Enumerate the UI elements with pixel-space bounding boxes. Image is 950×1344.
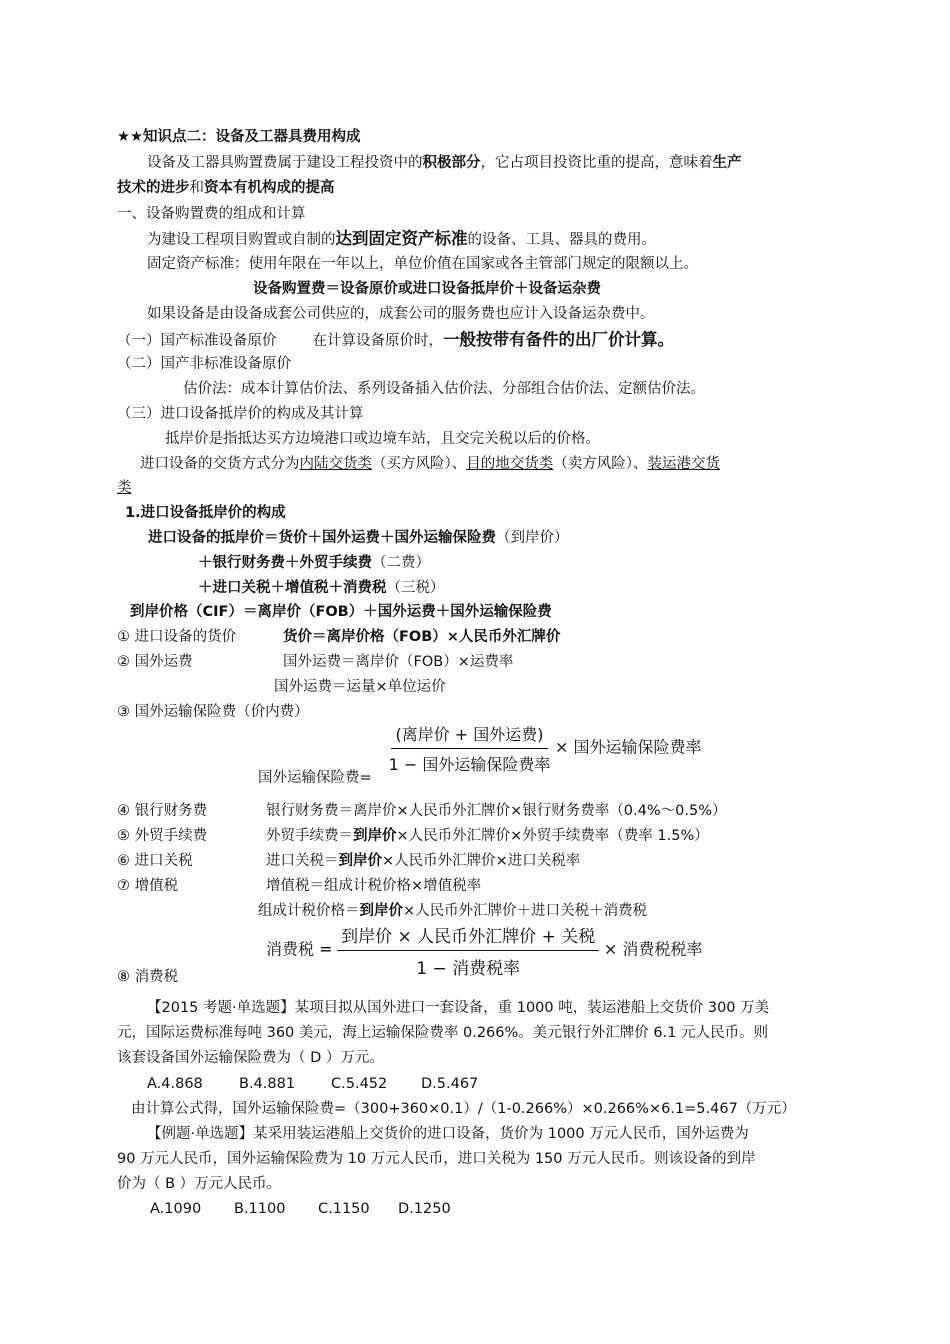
fraction-numerator: (离岸价 + 国外运费) <box>391 722 547 749</box>
composition-note: （到岸价） <box>496 530 569 546</box>
option-b: B.1100 <box>234 1201 286 1217</box>
composition-bold: ＋进口关税＋增值税＋消费税 <box>198 580 387 596</box>
formula-text: ×人民币外汇牌价＋进口关税＋消费税 <box>403 903 648 919</box>
question-2-line-3: 价为（ B ）万元人民币。 <box>117 1176 282 1192</box>
question-1-line-3: 该套设备国外运输保险费为（ D ）万元。 <box>117 1050 384 1066</box>
item-4-label: ④ 银行财务费 <box>117 803 208 819</box>
formula-bold: 到岸价 <box>359 903 403 919</box>
formula-bold: 到岸价 <box>338 853 382 869</box>
option-b: B.4.881 <box>239 1076 296 1092</box>
intro-text: 和 <box>189 180 204 196</box>
definition-text: 为建设工程项目购置或自制的 <box>147 232 336 248</box>
composition-bold: 进口设备的抵岸价＝货价＋国外运费＋国外运输保险费 <box>148 530 496 546</box>
intro-text: ，它占项目投资比重的提高，意味着 <box>480 155 713 171</box>
question-2-line-1: 【例题·单选题】某采用装运港船上交货价的进口设备，货价为 1000 万元人民币，国外运费为 <box>147 1126 749 1142</box>
intro-bold: 技术的进步 <box>117 180 190 196</box>
option-a: A.4.868 <box>147 1076 203 1092</box>
sub2-text: 估价法：成本计算估价法、系列设备插入估价法、分部组合估价法、定额估价法。 <box>183 381 705 397</box>
item-6-formula <box>266 851 580 871</box>
insurance-label: 国外运输保险费= <box>258 770 372 786</box>
composition-line-1 <box>148 528 569 548</box>
intro-line-1 <box>147 153 742 173</box>
trade-text: （买方风险）、 <box>372 456 467 472</box>
composition-note: （二费） <box>372 555 430 571</box>
intro-text: 设备及工器具购置费属于建设工程投资中的 <box>147 155 423 171</box>
cif-formula: 到岸价格（CIF）＝离岸价（FOB）＋国外运费＋国外运输保险费 <box>130 604 552 620</box>
consumption-fraction <box>337 922 599 979</box>
item-2-formula-alt: 国外运费＝运量×单位运价 <box>274 679 446 695</box>
purchase-note: 如果设备是由设备成套公司供应的，成套公司的服务费也应计入设备运杂费中。 <box>147 306 655 322</box>
trade-text: 进口设备的交货方式分为 <box>140 456 300 472</box>
option-d: D.5.467 <box>421 1076 479 1092</box>
formula-label: 消费税 = <box>266 939 333 959</box>
item-2-formula: 国外运费＝离岸价（FOB）×运费率 <box>283 654 514 670</box>
formula-text: 组成计税价格＝ <box>258 903 360 919</box>
composition-line-2 <box>198 553 430 573</box>
insurance-fraction <box>389 722 551 775</box>
question-2-line-2: 90 万元人民币，国外运输保险费为 10 万元人民币，进口关税为 150 万元人民币。则该设备的到岸 <box>117 1151 756 1167</box>
consumption-formula <box>266 922 702 979</box>
definition-bold: 达到固定资产标准 <box>335 229 468 248</box>
item-4-formula: 银行财务费＝离岸价×人民币外汇牌价×银行财务费率（0.4%～0.5%） <box>266 803 727 819</box>
fraction-tail: × 国外运输保险费率 <box>554 737 702 757</box>
fraction-denominator: 1 − 国外运输保险费率 <box>388 755 551 774</box>
trade-line <box>140 454 720 474</box>
item-7-formula: 增值税＝组成计税价格×增值税率 <box>266 878 482 894</box>
option-c: C.5.452 <box>331 1076 388 1092</box>
fraction-numerator: 到岸价 × 人民币外汇牌价 + 关税 <box>337 922 599 951</box>
definition-line <box>147 229 656 250</box>
intro-line-2 <box>117 178 335 198</box>
sub1-line <box>117 330 674 351</box>
section1-title: 一、设备购置费的组成和计算 <box>117 206 306 222</box>
sub1-title: （一）国产标准设备原价 <box>117 333 277 349</box>
sub1-bold: 一般按带有备件的出厂价计算。 <box>443 330 674 349</box>
formula-text: 外贸手续费＝ <box>266 828 353 844</box>
option-d: D.1250 <box>398 1201 451 1217</box>
purchase-formula: 设备购置费＝设备原价或进口设备抵岸价＋设备运杂费 <box>253 281 601 297</box>
composition-bold: ＋银行财务费＋外贸手续费 <box>198 555 372 571</box>
fraction-denominator: 1 − 消费税率 <box>416 959 521 979</box>
question-2-options <box>150 1199 451 1219</box>
question-1-line-2: 元，国际运费标准每吨 360 美元，海上运输保险费率 0.266%。美元银行外汇牌价 6.1 元人民币。则 <box>117 1025 769 1041</box>
formula-text: ×人民币外汇牌价×进口关税率 <box>382 853 581 869</box>
composition-title: 1.进口设备抵岸价的构成 <box>125 505 286 521</box>
trade-type: 内陆交货类 <box>299 456 372 472</box>
item-3-label: ③ 国外运输保险费（价内费） <box>117 704 309 720</box>
formula-text: ×人民币外汇牌价×外贸手续费率（费率 1.5%） <box>396 828 709 844</box>
option-c: C.1150 <box>318 1201 370 1217</box>
item-1-label: ① 进口设备的货价 <box>117 629 237 645</box>
trade-type: 目的地交货类 <box>466 456 554 472</box>
asset-standard: 固定资产标准：使用年限在一年以上，单位价值在国家或各主管部门规定的限额以上。 <box>147 256 698 272</box>
item-5-formula <box>266 826 709 846</box>
intro-bold: 资本有机构成的提高 <box>204 180 335 196</box>
question-1-options <box>147 1074 478 1094</box>
trade-type: 装运港交货 <box>647 456 720 472</box>
trade-line-cont: 类 <box>117 480 132 496</box>
formula-bold: 到岸价 <box>353 828 397 844</box>
sub3-text: 抵岸价是指抵达买方边境港口或边境车站，且交完关税以后的价格。 <box>165 431 600 447</box>
item-6-label: ⑥ 进口关税 <box>117 853 193 869</box>
option-a: A.1090 <box>150 1201 202 1217</box>
trade-text: （卖方风险）、 <box>553 456 648 472</box>
vat-base-formula <box>258 901 647 921</box>
sub2-title: （二）国产非标准设备原价 <box>117 356 291 372</box>
formula-text: 进口关税＝ <box>266 853 339 869</box>
item-5-label: ⑤ 外贸手续费 <box>117 828 208 844</box>
fraction-tail: × 消费税税率 <box>603 939 703 959</box>
item-2-label: ② 国外运费 <box>117 654 193 670</box>
item-8-label: ⑧ 消费税 <box>117 969 179 985</box>
definition-text: 的设备、工具、器具的费用。 <box>467 232 656 248</box>
intro-bold: 积极部分 <box>422 155 481 171</box>
section-heading: ★★知识点二：设备及工器具费用构成 <box>117 129 361 145</box>
item-7-label: ⑦ 增值税 <box>117 878 179 894</box>
composition-note: （三税） <box>386 580 445 596</box>
sub1-text: 在计算设备原价时， <box>312 333 443 349</box>
question-1-solution: 由计算公式得，国外运输保险费=（300+360×0.1）/（1-0.266%）×0.266%×6.1=5.467（万元） <box>131 1101 796 1117</box>
item-1-formula: 货价＝离岸价格（FOB）×人民币外汇牌价 <box>283 629 561 645</box>
sub3-title: （三）进口设备抵岸价的构成及其计算 <box>117 406 364 422</box>
composition-line-3 <box>198 578 445 598</box>
intro-bold: 生产 <box>712 155 742 171</box>
question-1-line-1: 【2015 考题·单选题】某项目拟从国外进口一套设备，重 1000 吨，装运港船上交货价 300 万美 <box>147 1000 770 1016</box>
